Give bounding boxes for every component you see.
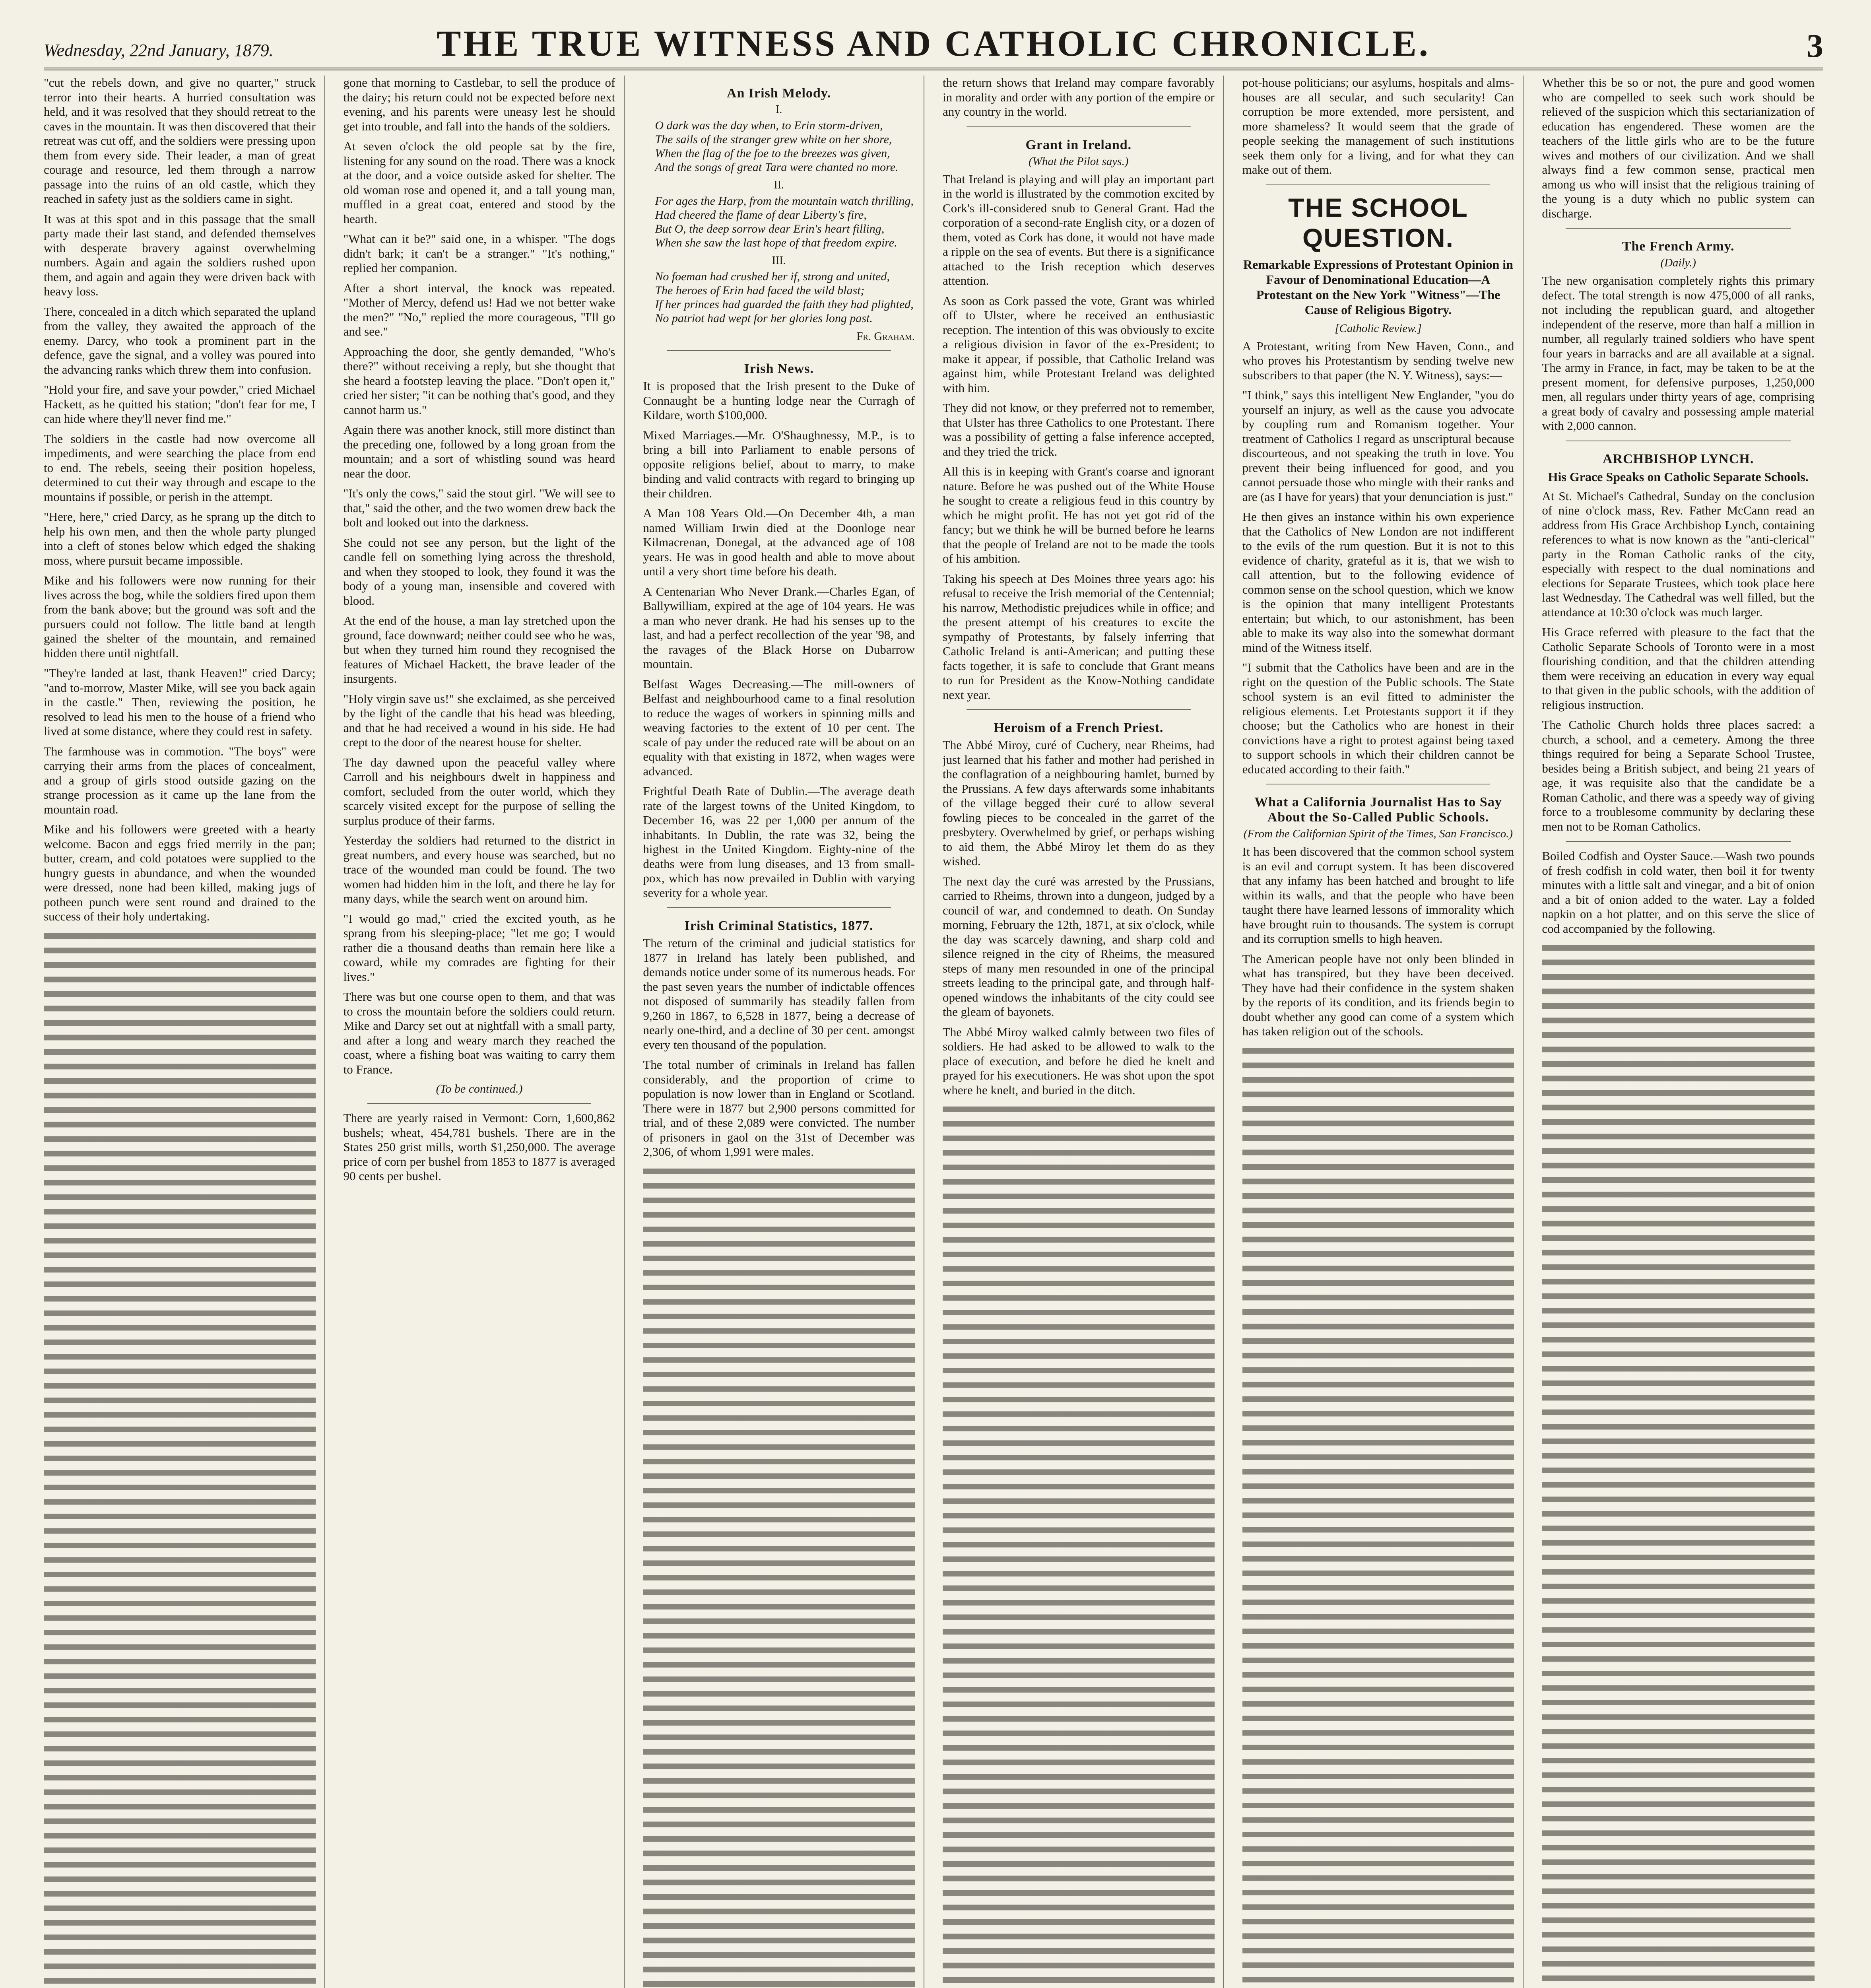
column-2 <box>344 76 625 1988</box>
news-item: A Man 108 Years Old.—On December 4th, a man named William Irwin died at the Doonloge near Kilmacrenan, Donegal, at the advanced age of 108 years. He was in good health and able to move about until a very short time before his death. <box>643 506 915 578</box>
story-paragraph: There was but one course open to them, and that was to cross the mountain before the soldiers could return. Mike and Darcy set out at nightfall with a small party, and after a long and weary march they reached the coast, where a fishing boat was waiting to carry them to France. <box>343 990 615 1076</box>
column-6 <box>1542 76 1823 1988</box>
column-4 <box>943 76 1224 1988</box>
divider <box>1566 841 1791 842</box>
divider <box>1566 228 1791 229</box>
text-block <box>943 1103 1215 1988</box>
story-paragraph: gone that morning to Castlebar, to sell the produce of the dairy; his return could not be expected before next evening, and his parents were uneasy lest he should get into trouble, and fall into the hands of the soldiers. <box>343 76 615 133</box>
headline-deck: Remarkable Expressions of Protestant Opinion in Favour of Denominational Education—A Protestant on the New York "Witness"—The Cause of Religious Bigotry. <box>1243 257 1513 317</box>
article-paragraph: He then gives an instance within his own experience that the Catholics of New London are not indifferent to the evils of the rum question. But it is not to this evidence of charity, grateful as it is, that we wish to call attention, but to the following evidence of common sense on the school question, which we know is the opinion that many intelligent Protestants entertain; but which, to our astonishment, has been able to make its way also into the somewhat dormant mind of the Witness itself. <box>1242 510 1514 654</box>
story-paragraph: "Here, here," cried Darcy, as he sprang up the ditch to help his own men, and then the whole party plunged into a cleft of stones below which edged the shaking moss, where pursuit became impossible. <box>44 510 316 567</box>
story-paragraph: "They're landed at last, thank Heaven!" cried Darcy; "and to-morrow, Master Mike, will see you back again in the castle." Then, reviewing the position, he resolved to lead his men to the house of a friend who lived at some distance, where they could rest in safety. <box>44 666 316 738</box>
divider <box>1266 184 1491 185</box>
masthead <box>44 16 1823 70</box>
story-paragraph: It was at this spot and in this passage that the small party made their last stand, and defended themselves with desperate bravery against overwhelming numbers. Again and again the soldiers rushed upon them, and again and again they were driven back with heavy loss. <box>44 212 316 298</box>
section-source: [Catholic Review.] <box>1335 322 1422 335</box>
poem-stanza: No foeman had crushed her if, strong and united, The heroes of Erin had faced the wild blast; If her princes had guarded the faith they had plighted, No patriot had wept for her glories long past. <box>655 270 914 325</box>
story-paragraph: The farmhouse was in commotion. "The boys" were carrying their arms from the places of concealment, and a group of girls stood outside gazing on the strange procession as it came up the lane from the mountain road. <box>44 744 316 816</box>
vermont-note: There are yearly raised in Vermont: Corn, 1,600,862 bushels; wheat, 454,781 bushels. There are in the States 250 grist mills, worth $1,250,000. The average price of corn per bushel from 1853 to 1877 is averaged 90 cents per bushel. <box>343 1111 615 1183</box>
article-paragraph: the return shows that Ireland may compare favorably in morality and order with any portion of the empire or any country in the world. <box>943 76 1215 118</box>
article-paragraph: The American people have not only been blinded in what has transpired, but they have been deceived. They have had their confidence in the system shaken by the reports of its condition, and its friends begin to doubt whether any good can come of a system which has taken religion out of the schools. <box>1242 951 1514 1038</box>
section-heading: Heroism of a French Priest. <box>994 720 1164 735</box>
poem-signature: Fr. Graham. <box>856 330 915 343</box>
article-paragraph: The Catholic Church holds three places sacred: a church, a school, and a cemetery. Among the three things required for being a Separate School Trustee, besides being a British subject, and being 21 years of age, it was requisite also that the candidate be a Roman Catholic, and there was a speedy way of giving force to a troublesome community by declaring these men not to be Roman Catholics. <box>1542 718 1815 833</box>
article-paragraph: A Protestant, writing from New Haven, Conn., and who proves his Protestantism by sending twelve new subscribers to that paper (the N. Y. Witness), says:— <box>1242 339 1514 382</box>
section-heading: Irish Criminal Statistics, 1877. <box>684 918 873 933</box>
column-1 <box>44 76 325 1988</box>
newspaper-title: THE TRUE WITNESS AND CATHOLIC CHRONICLE. <box>437 23 1430 64</box>
continued-note: (To be continued.) <box>436 1082 523 1095</box>
article-paragraph: The return of the criminal and judicial statistics for 1877 in Ireland has lately been published, and demands notice under some of its numerous heads. For the past seven years the number of indictable offences not disposed of summarily has steadily fallen from 9,260 in 1867, to 6,528 in 1877, being a decrease of nearly one-third, and a decline of 30 per cent. amongst every ten thousand of the population. <box>643 936 915 1052</box>
article-paragraph: "I think," says this intelligent New Englander, "you do yourself an injury, as well as the cause you advocate by coupling rum and Romanism together. Your treatment of Catholics I regard as unscriptural because discourteous, and not speaking the truth in love. You prevent their being influenced for good, and you cannot persuade those who mingle with their ranks and are (as I have for years) that your denunciation is just." <box>1242 388 1514 504</box>
article-paragraph: Whether this be so or not, the pure and good women who are compelled to seek such work should be relieved of the suspicion which this sectarianization of education has engendered. These women are the teachers of the little girls who are to be the future wives and mothers of our civilization. And we shall always find a few common sense, practical men among us who will insist that the religious training of the young is a duty which no public system can discharge. <box>1542 76 1815 220</box>
article-paragraph: At St. Michael's Cathedral, Sunday on the conclusion of nine o'clock mass, Rev. Father McCann read an address from His Grace Archbishop Lynch, containing references to what is now known as the "anti-clerical" party in the Roman Catholic ranks of the city, especially with respect to the dual nominations and elections for Separate Trustees, which took place here last Wednesday. The Cathedral was well filled, but the attendance at 10:30 o'clock was much larger. <box>1542 489 1815 619</box>
article-paragraph: Taking his speech at Des Moines three years ago: his refusal to receive the Irish memorial of the Centennial; his narrow, Methodistic prejudices while in office; and the present attempt of his creatures to excite the sympathy of Protestants, by falsely inferring that Catholic Ireland is anti-American; and putting these facts together, it is safe to conclude that Grant means to run for President as the Know-Nothing candidate next year. <box>943 571 1215 702</box>
story-paragraph: At seven o'clock the old people sat by the fire, listening for any sound on the road. There was a knock at the door, and a voice outside asked for shelter. The old woman rose and opened it, and a tall young man, muffled in a great coat, entered and stood by the hearth. <box>343 139 615 226</box>
news-item: A Centenarian Who Never Drank.—Charles Egan, of Ballywilliam, expired at the age of 104 years. He was a man who never drank. He had his senses up to the last, and had a perfect recollection of the year '98, and the ravages of the Black Horse on Dubarrow mountain. <box>643 584 915 671</box>
section-heading: ARCHBISHOP LYNCH. <box>1602 451 1754 466</box>
article-paragraph: The new organisation completely rights this primary defect. The total strength is now 475,000 of all ranks, not including the republican guard, and altogether independent of the reserve, more than half a million in number, all regularly trained soldiers who have spent four years in barracks and are all available at a signal. The army in France, in fact, may be taken to be at the present moment, for defensive purposes, 1,250,000 men, all regulars under thirty years of age, comprising a great body of cavalry and possessing ample material with 2,000 cannon. <box>1542 274 1815 433</box>
column-5 <box>1242 76 1524 1988</box>
recipe-item: Boiled Codfish and Oyster Sauce.—Wash two pounds of fresh codfish in cold water, then boil it for twenty minutes with a little salt and vinegar, and a bit of onion and a bit of onion added to the water. Lay a folded napkin on a hot platter, and on this serve the slice of cod accompanied by the following. <box>1542 849 1815 936</box>
poem-title: An Irish Melody. <box>726 86 831 101</box>
article-paragraph: The total number of criminals in Ireland has fallen considerably, and the proportion of crime to population is now lower than in England or Scotland. There were in 1877 but 2,900 persons committed for trial, and of these 2,089 were convicted. The number of prisoners in gaol on the 31st of December was 2,306, of whom 1,991 were males. <box>643 1058 915 1159</box>
story-paragraph: Approaching the door, she gently demanded, "Who's there?" without receiving a reply, but she thought that she heard a footstep leaving the place. "Don't open it," cried her sister; "it can be nothing that's good, and they cannot harm us." <box>343 344 615 417</box>
story-paragraph: "I would go mad," cried the excited youth, as he sprang from his sleeping-place; "let me go; I would rather die a thousand deaths than remain here like a coward, while my comrades are fighting for their lives." <box>343 911 615 984</box>
article-paragraph: As soon as Cork passed the vote, Grant was whirled off to Ulster, where he received an enthusiastic reception. The intention of this was obviously to excite a religious division in favor of the ex-President; to make it appear, if possible, that Catholic Ireland was against him, while Protestant Ireland was delighted with him. <box>943 293 1215 395</box>
article-paragraph: The Abbé Miroy walked calmly between two files of soldiers. He had asked to be allowed to walk to the place of execution, and before he died he knelt and prayed for his executioners. He was shot upon the spot where he knelt, and buried in the ditch. <box>943 1025 1215 1097</box>
article-paragraph: All this is in keeping with Grant's coarse and ignorant nature. Before he was pushed out of the White House he sought to create a religious feud in this country by which he might profit. He has not yet got rid of the fancy; but we think he will be burned before he learns that the people of Ireland are not to be made the tools of his ambition. <box>943 464 1215 565</box>
story-paragraph: "Holy virgin save us!" she exclaimed, as she perceived by the light of the candle that his head was bleeding, and that he had received a wound in his side. He had crept to the door of the nearest house for shelter. <box>343 691 615 749</box>
story-paragraph: After a short interval, the knock was repeated. "Mother of Mercy, defend us! Had we not better wake the men?" "No," replied the more courageous, "I'll go and see." <box>343 281 615 338</box>
section-heading: The French Army. <box>1622 239 1735 254</box>
story-paragraph: "Hold your fire, and save your powder," cried Michael Hackett, as he quitted his station; "don't fear for me, I can hide where they'll never find me." <box>44 382 316 425</box>
story-paragraph: "cut the rebels down, and give no quarter," struck terror into their hearts. A hurried consultation was held, and it was resolved that they should retreat to the caves in the mountain. It was then discovered that their retreat was cut off, and the soldiers were pressing upon them from every side. Their leader, a man of great courage and resource, led them through a narrow passage into the ruins of an old castle, which they reached in safety just as the soldiers came in sight. <box>44 76 316 206</box>
story-paragraph: "What can it be?" said one, in a whisper. "The dogs didn't bark; it can't be a stranger." "It's nothing," replied her companion. <box>343 232 615 275</box>
article-paragraph: "I submit that the Catholics have been and are in the right on the question of the Public schools. The State school system is an evil fitted to administer the religious elements. Let Protestants support it if they choose; but the Catholics who are honest in their convictions have a right to protest against being taxed to support schools in which their children cannot be educated according to their faith." <box>1242 660 1514 776</box>
poem-stanza: O dark was the day when, to Erin storm-driven, The sails of the stranger grew white on her shore, When the flag of the foe to the breezes was given, And the songs of great Tara were chanted no more. <box>655 119 899 174</box>
article-paragraph: The Abbé Miroy, curé of Cuchery, near Rheims, had just learned that his father and mother had perished in the conflagration of a neighbouring hamlet, burned by the Prussians. A few days afterwards some inhabitants of the village begged their curé to allow several fowling pieces to be concealed in the garret of the presbytery. Overwhelmed by grief, or perhaps wishing to aid them, the Abbé Miroy let them do as they wished. <box>943 738 1215 868</box>
article-paragraph: The next day the curé was arrested by the Prussians, carried to Rheims, thrown into a dungeon, judged by a council of war, and condemned to death. On Sunday morning, February the 12th, 1871, at six o'clock, while the day was scarcely dawning, and sharp cold and silence reigned in the city of Rheims, the measured steps of many men resounded in one of the principal streets leading to the principal gate, and through half-opened windows the inhabitants of the city could see the gleam of bayonets. <box>943 874 1215 1019</box>
divider <box>667 907 891 908</box>
stanza-number: III. <box>772 254 786 267</box>
text-block <box>1542 942 1815 1988</box>
stanza-number: I. <box>776 103 782 116</box>
headline-deck: His Grace Speaks on Catholic Separate Schools. <box>1548 469 1809 484</box>
divider <box>967 709 1191 710</box>
issue-date: Wednesday, 22nd January, 1879. <box>44 41 274 60</box>
headline: THE SCHOOL QUESTION. <box>1288 192 1468 252</box>
section-heading: Irish News. <box>744 361 814 376</box>
text-block <box>44 930 316 1988</box>
divider <box>667 350 891 351</box>
article-paragraph: They did not know, or they preferred not to remember, that Ulster has three Catholics to one Protestant. There was a possibility of getting a false inference accepted, and they tried the trick. <box>943 401 1215 458</box>
text-block <box>1242 1044 1514 1988</box>
poem-stanza: For ages the Harp, from the mountain watch thrilling, Had cheered the flame of dear Liberty's fire, But O, the deep sorrow dear Erin's heart filling, When she saw the last hope of that freedom expire. <box>655 194 914 249</box>
section-source: (What the Pilot says.) <box>1029 155 1129 168</box>
story-paragraph: She could not see any person, but the light of the candle fell on something lying across the threshold, and when they stooped to look, they found it was the body of a young man, insensible and covered with blood. <box>343 535 615 608</box>
article-paragraph: His Grace referred with pleasure to the fact that the Catholic Separate Schools of Toronto were in a most flourishing condition, and that the children attending them were receiving an education in every way equal to that given in the public schools, with the addition of religious instruction. <box>1542 625 1815 712</box>
story-paragraph: Again there was another knock, still more distinct than the preceding one, followed by a long groan from the mountain; and a sort of whistling sound was heard near the door. <box>343 423 615 480</box>
article-paragraph: That Ireland is playing and will play an important part in the world is illustrated by the commotion excited by Cork's ill-considered snub to General Grant. Had the corporation of a second-rate English city, or a dozen of them, voted as Cork has done, it would not have made a ripple on the sea of events. But there is a significance attached to the Irish reception which deserves attention. <box>943 172 1215 287</box>
story-paragraph: Mike and his followers were now running for their lives across the bog, while the soldiers fired upon them from the bank above; but the ground was soft and the pursuers could not follow. The little band at length gained the shelter of the mountain, and remained hidden there until nightfall. <box>44 573 316 660</box>
news-item: Frightful Death Rate of Dublin.—The average death rate of the largest towns of the United Kingdom, to December 16, was 22 per 1,000 per annum of the inhabitants. In Dublin, the rate was 32, being the highest in the United Kingdom. Eighty-nine of the deaths were from lung diseases, and 13 from small-pox, which has now prevailed in Dublin with varying severity for a whole year. <box>643 784 915 900</box>
news-item: Mixed Marriages.—Mr. O'Shaughnessy, M.P., is to bring a bill into Parliament to enable persons of opposite religions belief, about to marry, to make binding and valid contracts with regard to bringing up their children. <box>643 428 915 500</box>
news-item: Belfast Wages Decreasing.—The mill-owners of Belfast and neighbourhood came to a final resolution to reduce the wages of workers in spinning mills and weaving factories to the extent of 10 per cent. The scale of pay under the reduced rate will be about on an equality with that existing in 1872, when wages were advanced. <box>643 677 915 778</box>
news-item: It is proposed that the Irish present to the Duke of Connaught be a hunting lodge near the Curragh of Kildare, worth $100,000. <box>643 379 915 422</box>
section-heading: Grant in Ireland. <box>1025 137 1132 152</box>
story-paragraph: The soldiers in the castle had now overcome all impediments, and were searching the place from end to end. The rebels, seeing their position hopeless, determined to cut their way through and escape to the mountains if possible, or perish in the attempt. <box>44 431 316 504</box>
column-3 <box>643 76 924 1988</box>
divider <box>967 126 1191 127</box>
story-paragraph: Yesterday the soldiers had returned to the district in great numbers, and every house was searched, but no trace of the wounded man could be found. The two women had hidden him in the loft, and there he lay for many days, while the search went on around him. <box>343 833 615 905</box>
page-number: 3 <box>1807 27 1823 64</box>
story-paragraph: The day dawned upon the peaceful valley where Carroll and his neighbours dwelt in happiness and comfort, secluded from the outer world, which they scarcely visited except for the purpose of selling the surplus produce of their farms. <box>343 755 615 827</box>
stanza-number: II. <box>774 179 784 191</box>
text-block <box>643 1165 915 1988</box>
section-heading: What a California Journalist Has to Say About the So-Called Public Schools. <box>1254 795 1502 825</box>
story-paragraph: "It's only the cows," said the stout girl. "We will see to that," said the other, and the two women drew back the bolt and looked out into the darkness. <box>343 486 615 529</box>
article-paragraph: It has been discovered that the common school system is an evil and corrupt system. It has been discovered that any infamy has been hatched and brought to life within its walls, and that the people who have been taught there have learned lessons of immorality which have brought ruin to thousands. The system is corrupt and its corruption smells to high heaven. <box>1242 845 1514 945</box>
article-paragraph: pot-house politicians; our asylums, hospitals and alms-houses are all secular, and such secularity! Can corruption be more extended, more persistent, and more shameless? It would seem that the grade of people seeking the management of such institutions seek them only for a living, and for what they can make out of them. <box>1242 76 1514 177</box>
story-paragraph: At the end of the house, a man lay stretched upon the ground, face downward; neither could see who he was, but when they turned him round they recognised the features of Michael Hackett, the brave leader of the insurgents. <box>343 613 615 685</box>
section-source: (Daily.) <box>1660 256 1696 269</box>
columns <box>44 76 1823 1988</box>
divider <box>367 1103 592 1104</box>
story-paragraph: Mike and his followers were greeted with a hearty welcome. Bacon and eggs fried merrily in the pan; butter, cream, and cold potatoes were supplied to the hungry guests in abundance, and when the wounded were dressed, none had been killed, making jugs of potheen punch were sent round and drained to the success of their holy undertaking. <box>44 822 316 923</box>
story-paragraph: There, concealed in a ditch which separated the upland from the valley, they awaited the approach of the enemy. Darcy, who took a prominent part in the defence, gave the signal, and a volley was poured into the advancing ranks which threw them into confusion. <box>44 304 316 377</box>
section-source: (From the Californian Spirit of the Times, San Francisco.) <box>1243 827 1513 840</box>
